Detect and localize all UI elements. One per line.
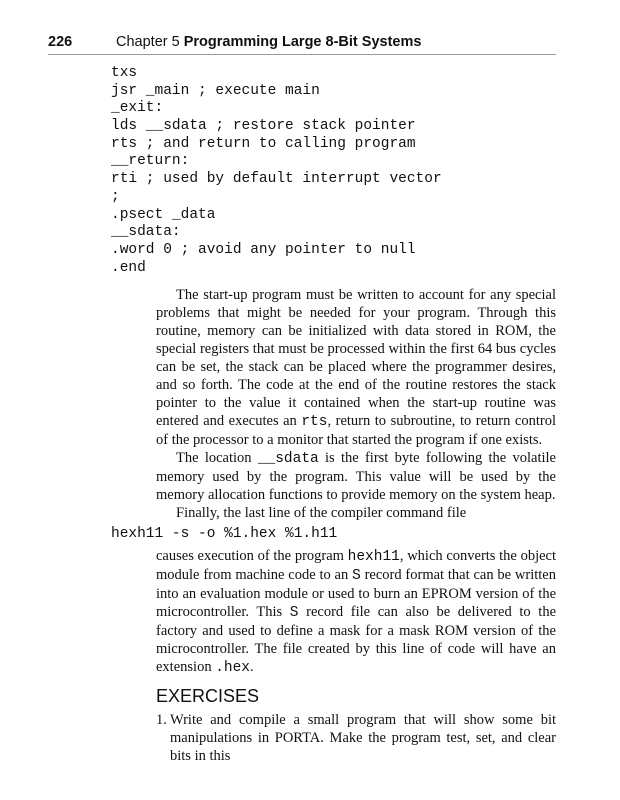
inline-code: S [289,605,299,621]
code-line: lds __sdata ; restore stack pointer [111,118,416,135]
paragraph-sdata: The location __sdata is the first byte following the volatile memory used by the program. This value will be used by the memory allocation functions to provide memory on the system heap. [156,450,556,503]
chapter-heading [116,34,421,50]
code-line: .psect _data [111,206,216,223]
code-line: txs [111,65,138,81]
paragraph-hexh11: causes execution of the program hexh11, which converts the object module from machine code to an S record format that can be written into an evaluation module or used to burn an EPROM version of the microcontroller. This S record file can also be delivered to the factory and used to define a mask for a mask ROM version of the microcontroller. The file created by this line of code will have an extension .hex. [156,548,557,676]
running-header [48,30,556,55]
paragraph-finally: Finally, the last line of the compiler command file [176,505,467,521]
exercise-number: 1. [156,712,167,728]
exercise-text: Write and compile a small program that will show some bit manipulations in PORTA. Make the program test, set, and clear bits in this [170,712,556,764]
code-line: __return: [111,153,190,170]
code-line: .word 0 ; avoid any pointer to null [111,241,416,258]
body-text-upper [156,286,556,522]
code-listing [111,65,442,277]
inline-code: S [352,568,361,584]
code-line: __sdata: [111,224,181,241]
code-line: jsr _main ; execute main [111,82,320,99]
code-line: .end [111,259,146,276]
chapter-label: Chapter 5 [116,34,180,50]
inline-code: __sdata [257,451,319,467]
code-line: ; [111,188,120,205]
inline-code: hexh11 [347,549,400,565]
page-number: 226 [48,34,73,50]
exercise-item [156,711,556,765]
command-line: hexh11 -s -o %1.hex %1.h11 [111,526,338,542]
exercises-heading: EXERCISES [156,686,260,706]
code-line: rts ; and return to calling program [111,135,416,152]
body-text-lower [156,547,556,677]
paragraph-startup: The start-up program must be written to account for any special problems that might be needed for your program. Through this routine, memory can be initialized with data stored in ROM, the special registers that must be processed within the first 64 bus cycles can be set, the stack can be placed where the programmer desires, and so forth. The code at the end of the routine restores the stack pointer to the value it contained when the start-up routine was entered and executes an rts, return to subroutine, to return control of the processor to a monitor that started the program if one exists. [156,287,556,448]
inline-code: rts [301,414,328,430]
code-line: rti ; used by default interrupt vector [111,171,442,188]
inline-code: .hex [215,660,251,676]
code-line: _exit: [111,100,164,117]
chapter-title: Programming Large 8-Bit Systems [183,34,422,50]
